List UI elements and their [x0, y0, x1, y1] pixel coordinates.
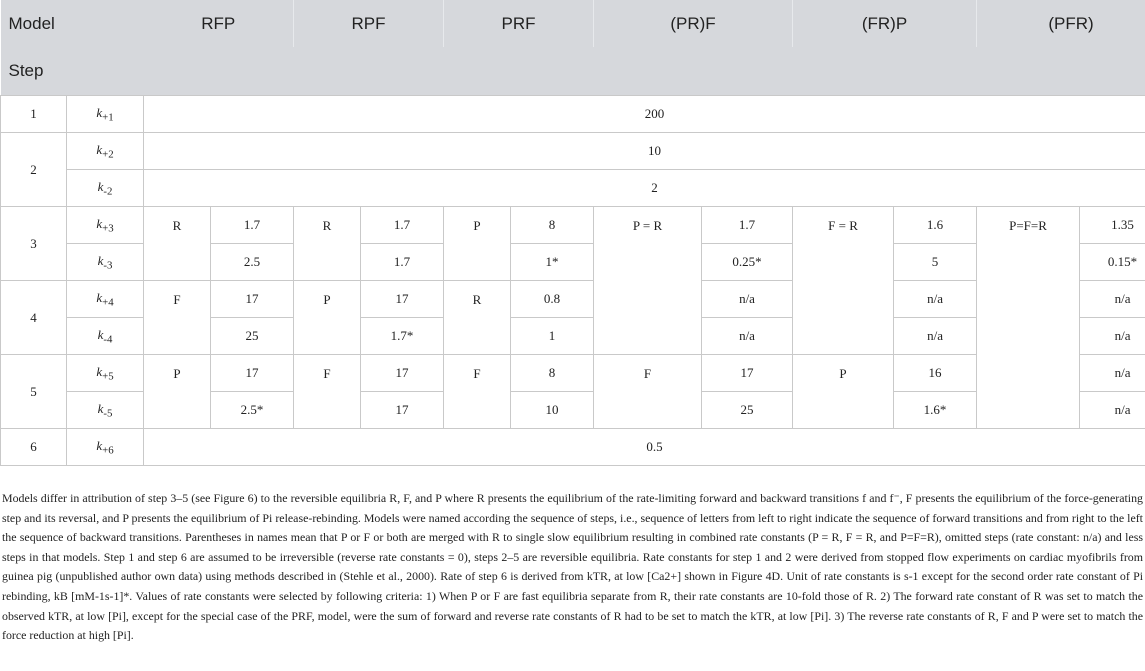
equilibrium-label: R [294, 207, 361, 281]
rate-value: 1.6 [894, 207, 977, 244]
rate-constant-label: $k_{+5}$ [67, 355, 144, 392]
rate-value: 17 [361, 392, 444, 429]
rate-value: 1.7 [211, 207, 294, 244]
step-number: 2 [1, 133, 67, 207]
rate-constant-label: $k_{-3}$ [67, 244, 144, 281]
rate-value: 1.7 [361, 207, 444, 244]
rate-value: 1* [511, 244, 594, 281]
rate-value: 17 [361, 355, 444, 392]
equilibrium-label: P [793, 355, 894, 429]
rate-value: 17 [702, 355, 793, 392]
rate-constant-label: $k_{-5}$ [67, 392, 144, 429]
step-number: 1 [1, 96, 67, 133]
rate-value: 10 [511, 392, 594, 429]
rate-value: 0.25* [702, 244, 793, 281]
step-header-row [1, 47, 1145, 96]
model-header-pr-f: (PR)F [594, 0, 793, 47]
table-row [1, 355, 1145, 392]
equilibrium-label: P=F=R [977, 207, 1080, 429]
rate-value: 8 [511, 355, 594, 392]
rate-value: 17 [211, 355, 294, 392]
step-header: Step [1, 47, 1145, 96]
model-header-pfr: (PFR) [977, 0, 1145, 47]
step-number: 4 [1, 281, 67, 355]
rate-constant-label: $k_{+1}$ [67, 96, 144, 133]
rate-value: n/a [894, 281, 977, 318]
rate-value: 1.35 [1080, 207, 1145, 244]
rate-value: 1 [511, 318, 594, 355]
rate-value: 17 [211, 281, 294, 318]
step-number: 3 [1, 207, 67, 281]
rate-value: n/a [1080, 318, 1145, 355]
equilibrium-label: R [444, 281, 511, 355]
header-row [1, 0, 1145, 47]
rate-value: n/a [702, 281, 793, 318]
equilibrium-label: P = R [594, 207, 702, 355]
rate-value: 0.15* [1080, 244, 1145, 281]
rate-value: 1.7* [361, 318, 444, 355]
rate-value: 16 [894, 355, 977, 392]
equilibrium-label: F [294, 355, 361, 429]
rate-constant-label: $k_{+2}$ [67, 133, 144, 170]
equilibrium-label: P [444, 207, 511, 281]
rate-constant-label: $k_{+6}$ [67, 429, 144, 466]
rate-value: 0.5 [144, 429, 1145, 466]
equilibrium-label: R [144, 207, 211, 281]
table-row [1, 170, 1145, 207]
rate-value: 1.6* [894, 392, 977, 429]
rate-value: 25 [211, 318, 294, 355]
rate-value: 10 [144, 133, 1145, 170]
rate-constant-label: $k_{+3}$ [67, 207, 144, 244]
table-caption: Models differ in attribution of step 3–5 (see Figure 6) to the reversible equilibria R, F, and P where R presents the equilibrium of the rate-limiting forward and backward transitions f and f⁻, F presents the equilibrium of the force-generating step and its reversal, and P presents the equilibrium of Pi release-rebinding. Models were named according the sequence of steps, i.e., sequence of letters from left to right indicate the sequence of forward transitions and from right to the left the sequence of backward transitions. Parentheses in names mean that P or F or both are merged with R to single slow equilibrium resulting in combined rate constants (P = R, F = R, and P=F=R), omitted steps (rate constant: n/a) and less steps in that models. Step 1 and step 6 are assumed to be irreversible (reverse rate constants = 0), steps 2–5 are reversible equilibria. Rate constants for step 1 and 2 were derived from stopped flow experiments on cardiac myofibrils from guinea pig (unpublished author own data) using methods described in (Stehle et al., 2000). Rate of step 6 is derived from kTR, at low [Ca2+] shown in Figure 4D. Unit of rate constants is s-1 except for the second order rate constant of Pi rebinding, kB [mM-1s-1]*. Values of rate constants were selected by following criteria: 1) When P or F are fast equilibria separate from R, their rate constants are 10-fold those of R. 2) The forward rate constant of R was set to match the observed kTR, at low [Pi], except for the special case of the PRF, model, were the sum of forward and reverse rate constants of R had to be set to match the kTR, at low [Pi]. 3) The reverse rate constants of R, F and P were set to match the force reduction at high [Pi]. [2, 491, 1143, 643]
model-header-fr-p: (FR)P [793, 0, 977, 47]
step-number: 5 [1, 355, 67, 429]
rate-value: 25 [702, 392, 793, 429]
equilibrium-label: F = R [793, 207, 894, 355]
rate-value: 0.8 [511, 281, 594, 318]
rate-value: 1.7 [361, 244, 444, 281]
table-row [1, 96, 1145, 133]
model-header: Model [1, 0, 144, 47]
table-row [1, 281, 1145, 318]
rate-value: 2.5* [211, 392, 294, 429]
equilibrium-label: F [594, 355, 702, 429]
equilibrium-label: P [144, 355, 211, 429]
model-header-rfp: RFP [144, 0, 294, 47]
rate-value: 8 [511, 207, 594, 244]
rate-value: n/a [702, 318, 793, 355]
table-row [1, 429, 1145, 466]
rate-constant-label: $k_{+4}$ [67, 281, 144, 318]
table-row [1, 133, 1145, 170]
rate-value: 2.5 [211, 244, 294, 281]
model-header-rpf: RPF [294, 0, 444, 47]
rate-constant-label: $k_{-2}$ [67, 170, 144, 207]
model-header-prf: PRF [444, 0, 594, 47]
table-row [1, 207, 1145, 244]
rate-value: n/a [894, 318, 977, 355]
rate-value: n/a [1080, 355, 1145, 392]
rate-value: 2 [144, 170, 1145, 207]
equilibrium-label: F [444, 355, 511, 429]
rate-value: 5 [894, 244, 977, 281]
rate-value: n/a [1080, 392, 1145, 429]
rate-value: 200 [144, 96, 1145, 133]
rate-value: n/a [1080, 281, 1145, 318]
rate-value: 17 [361, 281, 444, 318]
equilibrium-label: F [144, 281, 211, 355]
rate-constant-label: $k_{-4}$ [67, 318, 144, 355]
step-number: 6 [1, 429, 67, 466]
rate-value: 1.7 [702, 207, 793, 244]
equilibrium-label: P [294, 281, 361, 355]
